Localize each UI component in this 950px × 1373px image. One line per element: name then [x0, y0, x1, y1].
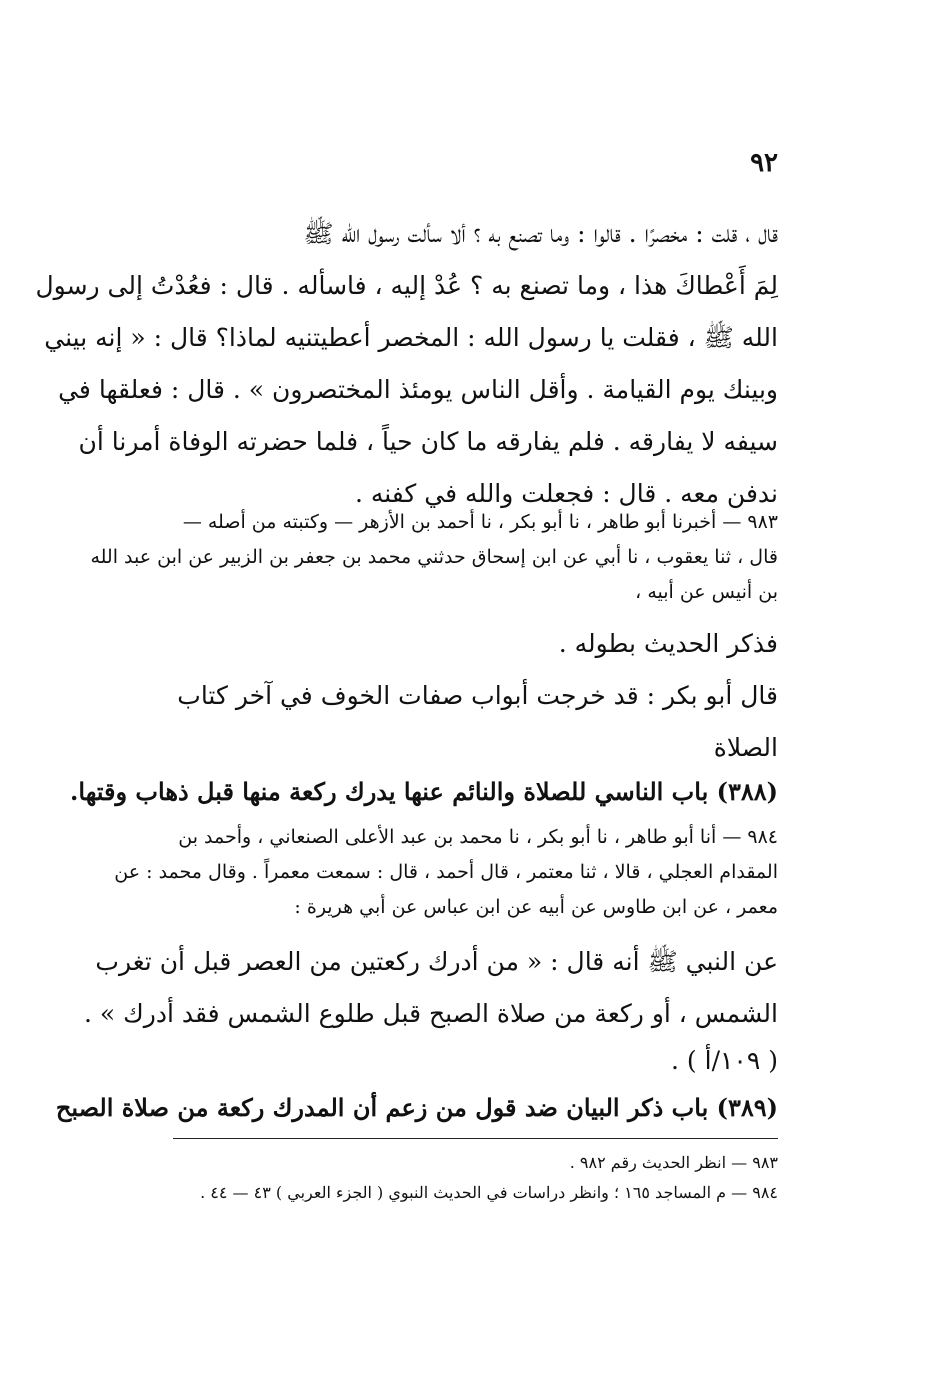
text-line: ( ١٠٩/أ ) . — [671, 1046, 778, 1075]
text-line: سيفه لا يفارقه . فلم يفارقه ما كان حياً ، فلما حضرته الوفاة أمرنا أن — [78, 427, 778, 456]
text-line: ندفن معه . قال : فجعلت والله في كفنه . — [354, 479, 778, 508]
footnotes — [168, 1148, 778, 1208]
hadith-983 — [90, 505, 778, 610]
text-line: معمر ، عن ابن طاوس عن أبيه عن ابن عباس عن أبي هريرة : — [294, 896, 778, 918]
text-line: عن النبي ﷺ أنه قال : « من أدرك ركعتين من العصر قبل أن تغرب — [95, 947, 778, 976]
text-line: لِمَ أَعْطاكَ هذا ، وما تصنع به ؟ عُدْ إليه ، فاسأله . قال : فعُدْتُ إلى رسول — [35, 271, 778, 300]
footnote: ٩٨٣ — انظر الحديث رقم ٩٨٢ . — [569, 1153, 778, 1172]
text-line: الله ﷺ ، فقلت يا رسول الله : المخصر أعطيتنيه لماذا؟ قال : « إنه بيني — [44, 323, 778, 352]
paragraph-2 — [168, 618, 778, 670]
text-line: ٩٨٤ — أنا أبو طاهر ، نا أبو بكر ، نا محمد بن عبد الأعلى الصنعاني ، وأحمد بن — [178, 826, 778, 848]
paragraph-3 — [168, 670, 778, 774]
text-line: وبينك يوم القيامة . وأقل الناس يومئذ المختصرون » . قال : فعلقها في — [58, 375, 778, 404]
text-line: الصلاة — [713, 733, 778, 762]
paragraph-4 — [84, 936, 778, 1082]
footnote-separator — [173, 1138, 778, 1139]
page-number: ٩٢ — [750, 148, 778, 178]
paragraph-1 — [35, 208, 778, 520]
chapter-heading-388 — [70, 767, 778, 817]
heading-line: (٣٨٩) باب ذكر البيان ضد قول من زعم أن المدرك ركعة من صلاة الصبح — [55, 1093, 778, 1122]
text-line: ٩٨٣ — أخبرنا أبو طاهر ، نا أبو بكر ، نا أحمد بن الأزهر — وكتبته من أصله — — [182, 511, 778, 533]
text-line: قال ، ثنا يعقوب ، نا أبي عن ابن إسحاق حدثني محمد بن جعفر بن الزبير عن ابن عبد الله — [90, 546, 778, 568]
text-line: المقدام العجلي ، قالا ، ثنا معتمر ، قال أحمد ، قال : سمعت معمراً . وقال محمد : عن — [114, 861, 778, 883]
hadith-984 — [114, 820, 778, 925]
heading-line: (٣٨٨) باب الناسي للصلاة والنائم عنها يدرك ركعة منها قبل ذهاب وقتها. — [70, 777, 778, 806]
text-line: قال أبو بكر : قد خرجت أبواب صفات الخوف في آخر كتاب — [177, 681, 778, 710]
footnote: ٩٨٤ — م المساجد ١٦٥ ؛ وانظر دراسات في الحديث النبوي ( الجزء العربي ) ٤٣ — ٤٤ . — [200, 1183, 778, 1202]
text-line: قال ، قلت : مخصرًا . قالوا : وما تصنع به ؟ ألا سألت رسول الله ﷺ — [303, 219, 778, 248]
text-line: بن أنيس عن أبيه ، — [635, 581, 778, 603]
chapter-heading-389 — [55, 1083, 778, 1133]
text-line: الشمس ، أو ركعة من صلاة الصبح قبل طلوع الشمس فقد أدرك » . — [84, 999, 778, 1028]
text-line: فذكر الحديث بطوله . — [558, 629, 778, 658]
